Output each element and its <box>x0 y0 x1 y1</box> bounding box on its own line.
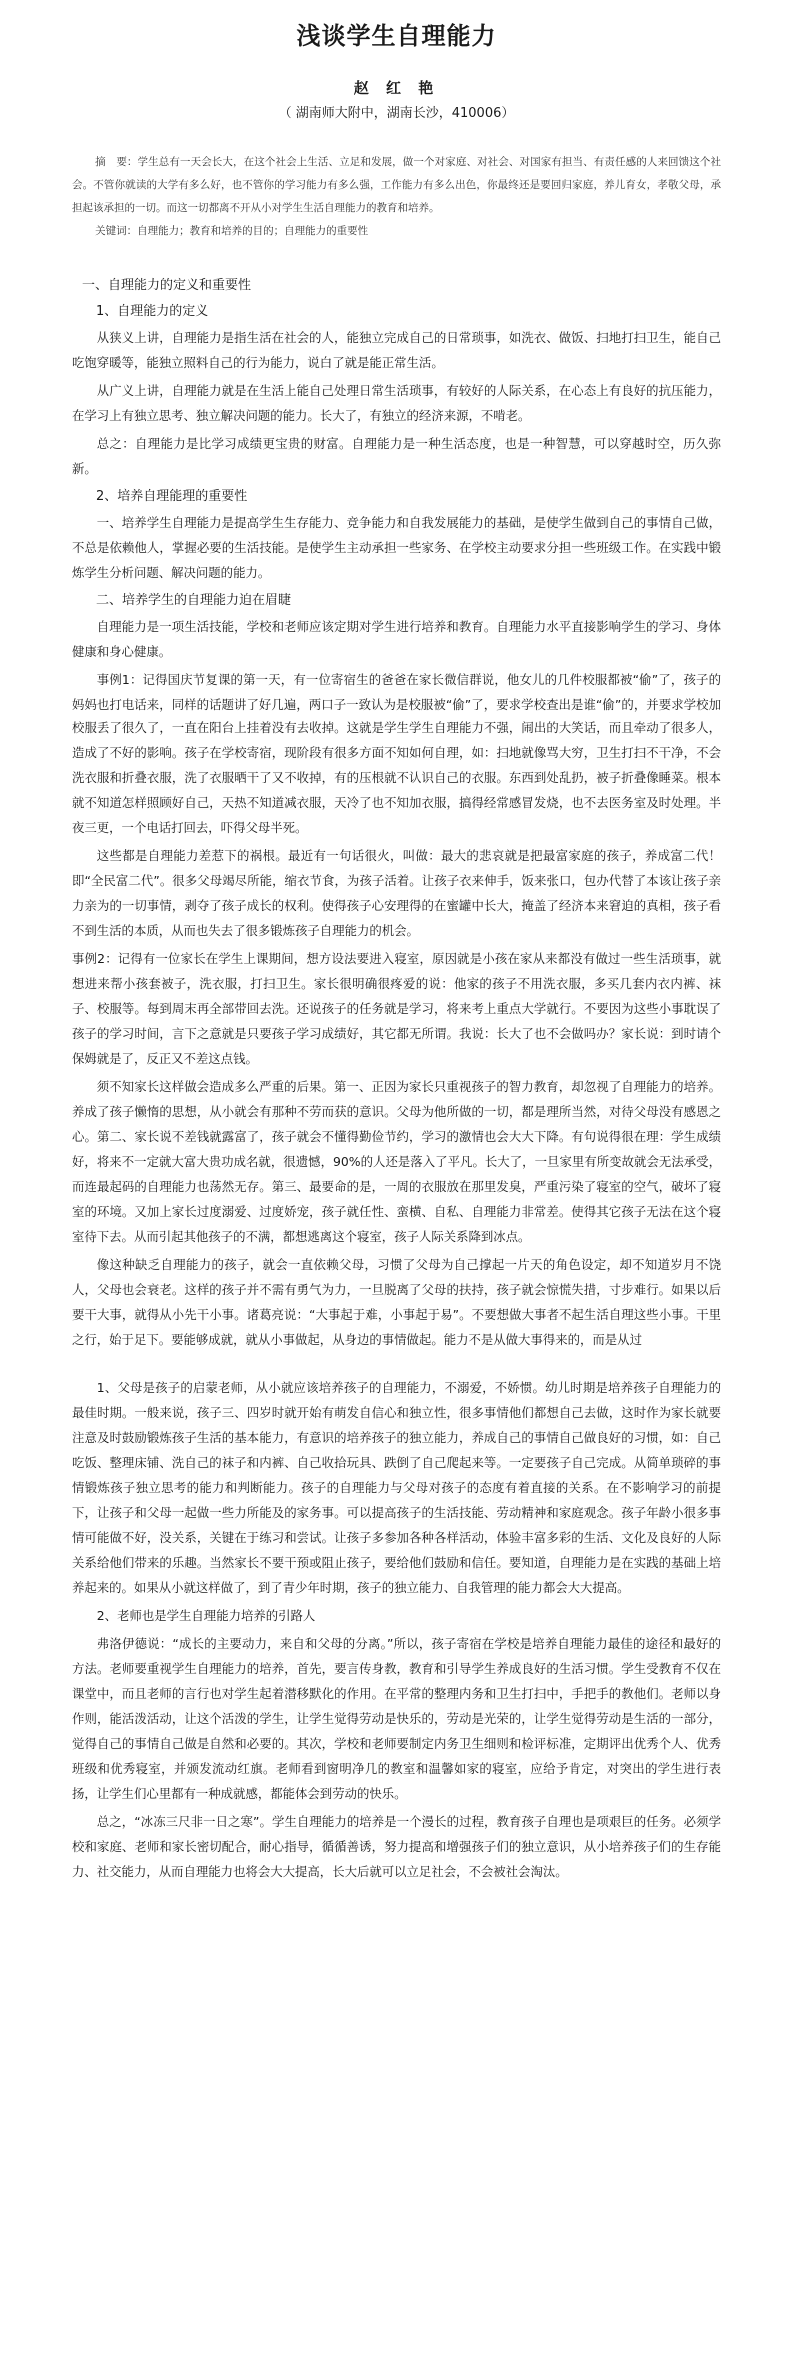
paragraph: 自理能力是一项生活技能，学校和老师应该定期对学生进行培养和教育。自理能力水平直接影响学生的学习、身体健康和身心健康。 <box>72 619 721 659</box>
section-heading-2: 二、培养学生的自理能力迫在眉睫 <box>96 593 292 608</box>
paragraph: 总之：自理能力是比学习成绩更宝贵的财富。自理能力是一种生活态度，也是一种智慧，可以穿越时空，历久弥新。 <box>72 436 721 476</box>
paragraph: 这些都是自理能力差惹下的祸根。最近有一句话很火，叫做：最大的悲哀就是把最富家庭的孩子，养成富二代！即“全民富二代”。很多父母竭尽所能，缩衣节食，为孩子活着。让孩子衣来伸手，饭来张口，包办代替了本该让孩子亲力亲为的一切事情，剥夺了孩子成长的权利。使得孩子心安理得的在蜜罐中长大，掩盖了经济本来窘迫的真相，孩子看不到生活的本质，从而也失去了很多锻炼孩子自理能力的机会。 <box>72 848 721 938</box>
section-heading-1: 一、自理能力的定义和重要性 <box>82 278 252 293</box>
author-name: 赵 红 艳 <box>353 79 440 97</box>
subsection-heading-definition: 1、自理能力的定义 <box>96 304 209 319</box>
paragraph-parents: 1、父母是孩子的启蒙老师，从小就应该培养孩子的自理能力，不溺爱，不娇惯。幼儿时期是培养孩子自理能力的最佳时期。一般来说，孩子三、四岁时就开始有萌发自信心和独立性，很多事情他们都想自己去做，这时作为家长就要注意及时鼓励锻炼孩子生活的基本能力，有意识的培养孩子的独立能力，养成自己的事情自己做良好的习惯，如：自己吃饭、整理床铺、洗自己的袜子和内裤、自己收拾玩具、跌倒了自己爬起来等。一定要孩子自己完成。从简单琐碎的事情锻炼孩子独立思考的能力和判断能力。孩子的自理能力与父母对孩子的态度有着直接的关系。在不影响学习的前提下，让孩子和父母一起做一些力所能及的家务事。可以提高孩子的生活技能、劳动精神和家庭观念。孩子年龄小很多事情可能做不好，没关系，关键在于练习和尝试。让孩子多参加各种各样活动，体验丰富多彩的生活、文化及良好的人际关系给他们带来的乐趣。当然家长不要干预或阻止孩子，要给他们鼓励和信任。要知道，自理能力是在实践的基础上培养起来的。如果从小就这样做了，到了青少年时期，孩子的独立能力、自我管理的能力都会大大提高。 <box>72 1380 721 1595</box>
paragraph-truncated: 像这种缺乏自理能力的孩子，就会一直依赖父母，习惯了父母为自己撑起一片天的角色设定，却不知道岁月不饶人，父母也会衰老。这样的孩子并不需有勇气为力，一旦脱离了父母的扶持，孩子就会惊慌失措，寸步难行。如果以后要干大事，就得从小先干小事。诸葛亮说：“大事起于难，小事起于易”。不要想做大事者不起生活自理这些小事。干里之行，始于足下。要能够成就，就从小事做起，从身边的事情做起。能力不是从做大事得来的，而是从过 <box>72 1257 721 1347</box>
subsection-heading-importance: 2、培养自理能理的重要性 <box>96 489 248 504</box>
paragraph-example-1: 事例1：记得国庆节复课的第一天，有一位寄宿生的爸爸在家长微信群说，他女儿的几件校服都被“偷”了，孩子的妈妈也打电话来，同样的话题讲了好几遍，两口子一致认为是校服被“偷”了，要求学校查出是谁“偷”的，并要求学校加 <box>72 672 721 712</box>
paragraph: 从狭义上讲，自理能力是指生活在社会的人，能独立完成自己的日常琐事，如洗衣、做饭、扫地打扫卫生，能自己吃饱穿暖等，能独立照料自己的行为能力，说白了就是能正常生活。 <box>72 330 721 370</box>
paragraph: 一、培养学生自理能力是提高学生生存能力、竞争能力和自我发展能力的基础，是使学生做到自己的事情自己做，不总是依赖他人，掌握必要的生活技能。是使学生主动承担一些家务、在学校主动要求分担一些班级工作。在实践中锻炼学生分析问题、解决问题的能力。 <box>72 515 721 580</box>
keywords: 关键词：自理能力；教育和培养的目的；自理能力的重要性 <box>95 225 369 237</box>
paragraph: 弗洛伊德说：“成长的主要动力，来自和父母的分离。”所以，孩子寄宿在学校是培养自理能力最佳的途径和最好的方法。老师要重视学生自理能力的培养，首先，要言传身教，教育和引导学生养成良好的生活习惯。学生受教育不仅在课堂中，而且老师的言行也对学生起着潜移默化的作用。在平常的整理内务和卫生打扫中，手把手的教他们。老师以身作则，能活泼活动，让这个活泼的学生，让学生觉得劳动是快乐的，劳动是光荣的，让学生觉得劳动是生活的一部分，觉得自己的事情自己做是自然和必要的。其次，学校和老师要制定内务卫生细则和检评标准，定期评出优秀个人、优秀班级和优秀寝室，并颁发流动红旗。老师看到窗明净几的教室和温馨如家的寝室，应给予肯定，对突出的学生进行表扬，让学生们心里都有一种成就感，都能体会到劳动的快乐。 <box>72 1636 721 1801</box>
paragraph: 须不知家长这样做会造成多么严重的后果。第一、正因为家长只重视孩子的智力教育，却忽视了自理能力的培养。养成了孩子懒惰的思想，从小就会有那种不劳而获的意识。父母为他所做的一切，都是理所当然，对待父母没有感恩之心。第二、家长说不差钱就露富了，孩子就会不懂得勤俭节约，学习的激情也会大大下降。有句说得很在理：学生成绩好，将来不一定就大富大贵功成名就，很遗憾，90%的人还是落入了平凡。长大了，一旦家里有所变故就会无法承受，而连最起码的自理能力也荡然无存。第三、最要命的是，一周的衣服放在那里发臭，严重污染了寝室的空气，破坏了寝室的环境。又加上家长过度溺爱、过度娇宠，孩子就任性、蛮横、自私、自理能力非常差。使得其它孩子无法在这个寝室待下去。从而引起其他孩子的不满，都想逃离这个寝室，孩子人际关系降到冰点。 <box>72 1079 721 1244</box>
paragraph: 校服丢了很久了，一直在阳台上挂着没有去收掉。这就是学生学生自理能力不强，闹出的大笑话，而且牵动了很多人，造成了不好的影响。孩子在学校寄宿，现阶段有很多方面不知如何自理，如：扫地就像骂大穷，卫生打扫不干净，不会洗衣服和折叠衣服，洗了衣服晒干了又不收掉，有的压根就不认识自己的衣服。东西到处乱扔，被子折叠像睡菜。根本就不知道怎样照顾好自己，天热不知道减衣服，天冷了也不知加衣服，搞得经常感冒发烧，也不去医务室及时处理。半夜三更，一个电话打回去，吓得父母半死。 <box>72 720 721 835</box>
paragraph: 从广义上讲，自理能力就是在生活上能自己处理日常生活琐事，有较好的人际关系，在心态上有良好的抗压能力，在学习上有独立思考、独立解决问题的能力。长大了，有独立的经济来源，不啃老。 <box>72 383 721 423</box>
paragraph-conclusion: 总之，“冰冻三尺非一日之寒”。学生自理能力的培养是一个漫长的过程，教育孩子自理也是项艰巨的任务。必须学校和家庭、老师和家长密切配合，耐心指导，循循善诱，努力提高和增强孩子们的独立意识，从小培养孩子们的生存能力、社交能力，从而自理能力也将会大大提高，长大后就可以立足社会，不会被社会淘汰。 <box>72 1814 721 1879</box>
paper-title: 浅谈学生自理能力 <box>296 22 497 50</box>
abstract: 摘 要：学生总有一天会长大，在这个社会上生活、立足和发展，做一个对家庭、对社会、对国家有担当、有责任感的人来回馈这个社会。不管你就读的大学有多么好，也不管你的学习能力有多么强，工作能力有多么出色，你最终还是要回归家庭，养儿育女，孝敬父母，承担起该承担的一切。而这一切都离不开从小对学生生活自理能力的教育和培养。 <box>72 156 721 214</box>
author-affiliation: （ 湖南师大附中，湖南长沙，410006） <box>278 106 515 121</box>
paragraph-teachers-heading: 2、老师也是学生自理能力培养的引路人 <box>96 1608 316 1623</box>
paragraph-example-2: 事例2：记得有一位家长在学生上课期间，想方设法要进入寝室，原因就是小孩在家从来都没有做过一些生活琐事，就想进来帮小孩套被子，洗衣服，打扫卫生。家长很明确很疼爱的说：他家的孩子不用洗衣服，多买几套内衣内裤、袜子、校服等。每到周末再全部带回去洗。还说孩子的任务就是学习，将来考上重点大学就行。不要因为这些小事耽误了孩子的学习时间，言下之意就是只要孩子学习成绩好，其它都无所谓。我说：长大了也不会做吗办？家长说：到时请个保姆就是了，反正又不差这点钱。 <box>72 951 721 1066</box>
